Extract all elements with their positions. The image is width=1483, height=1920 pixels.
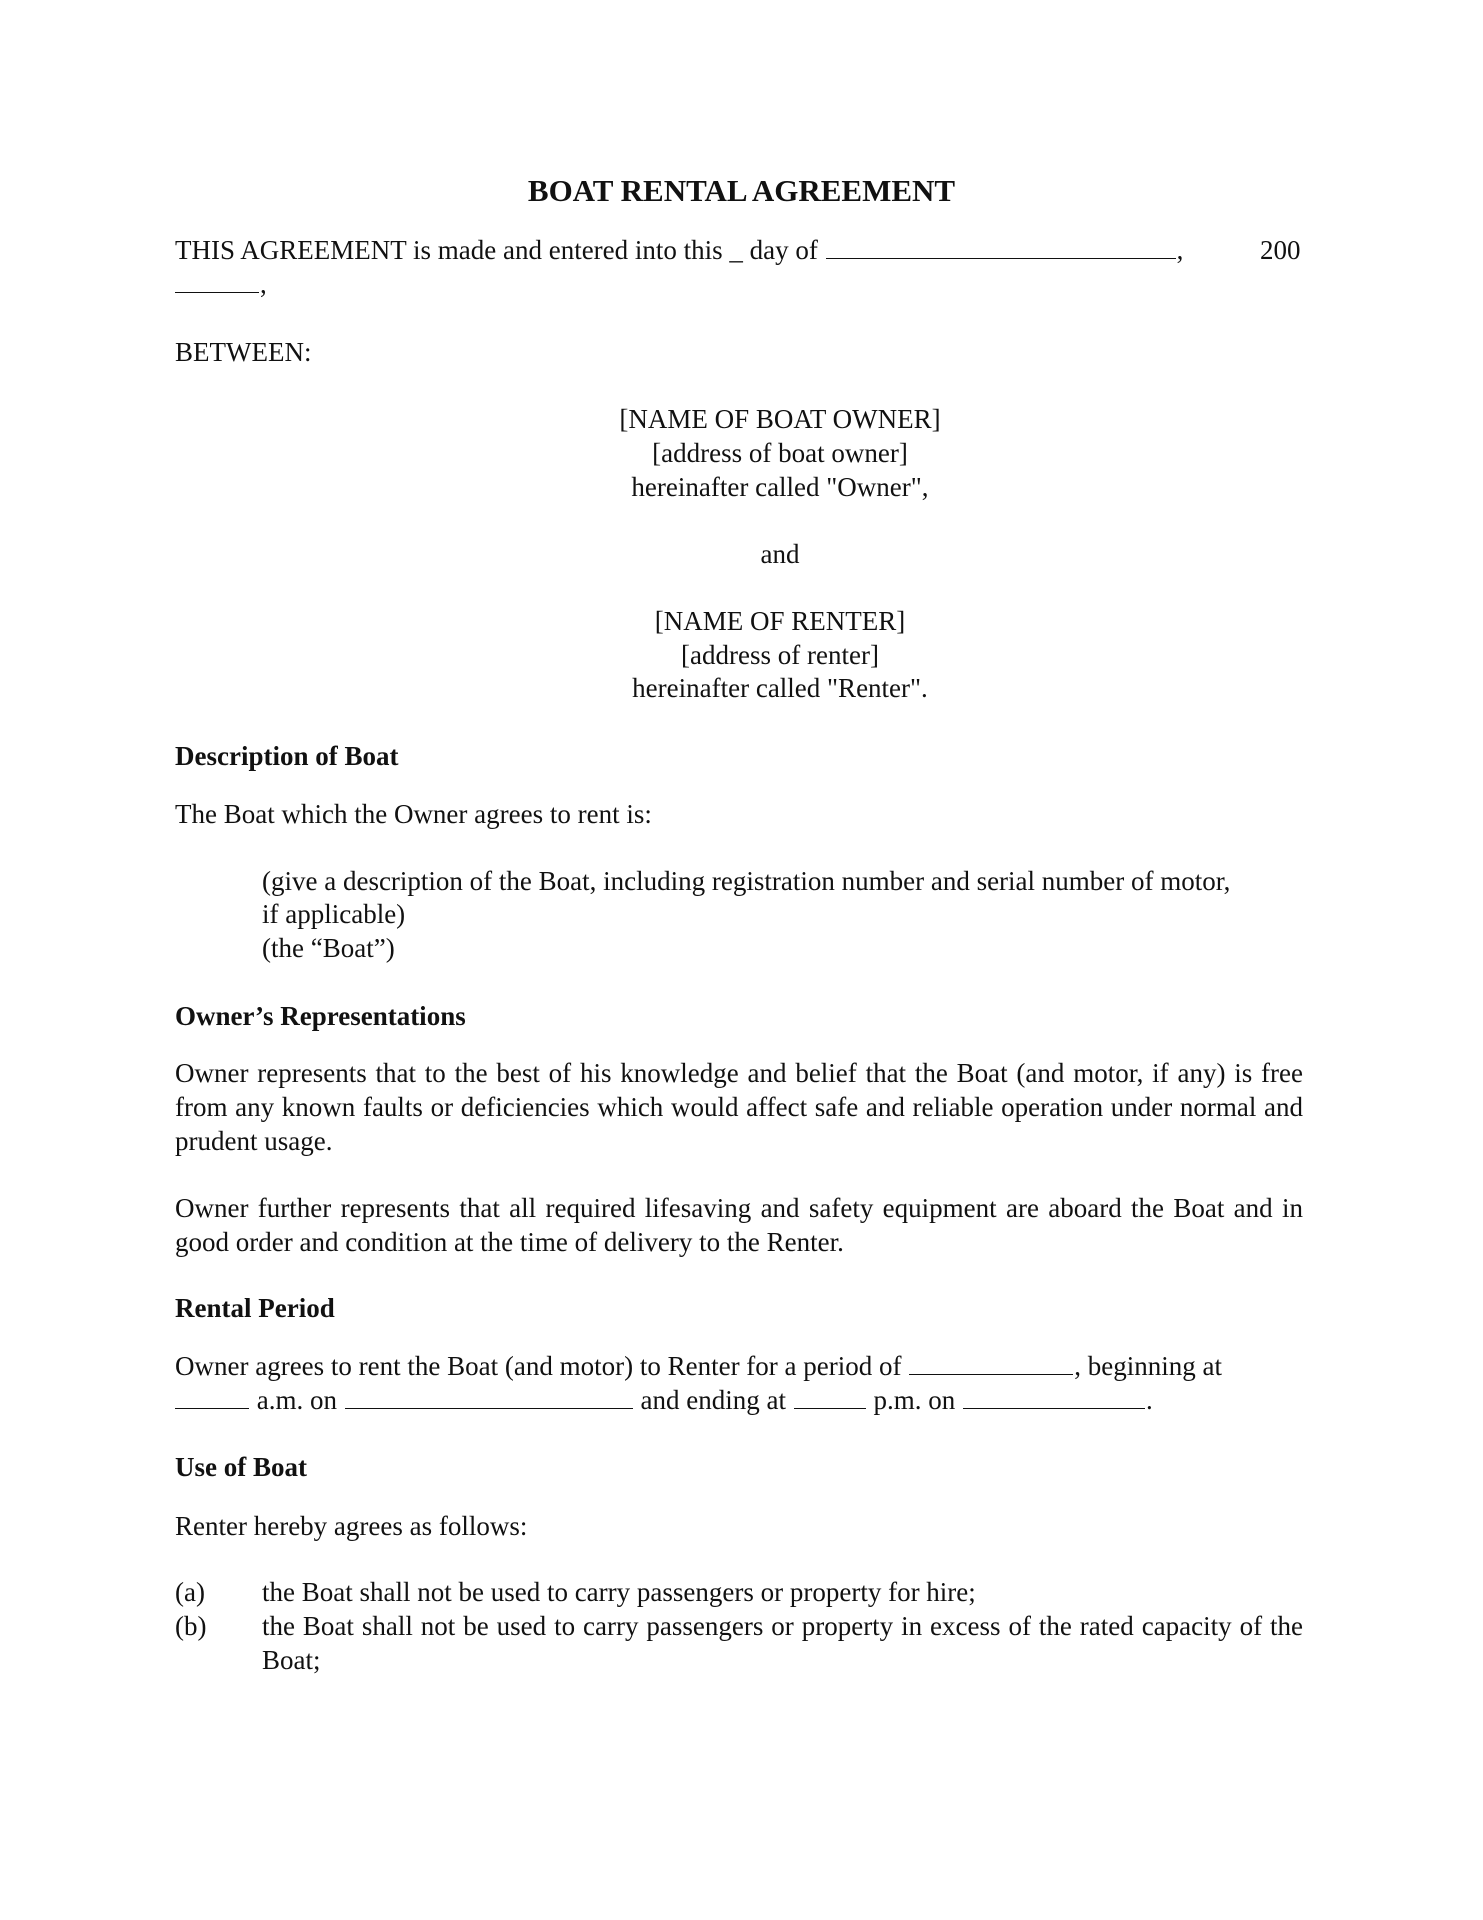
intro-comma: , <box>1176 235 1184 265</box>
year-line <box>175 267 267 301</box>
start-time-blank <box>175 1386 249 1409</box>
rental-period-am-on: a.m. on <box>256 1385 337 1415</box>
period-blank <box>909 1352 1073 1375</box>
list-item-text: the Boat shall not be used to carry passengers or property in excess of the rated capacity of the Boat; <box>262 1611 1303 1675</box>
rental-period-line1 <box>175 1349 1303 1383</box>
section-heading-description: Description of Boat <box>175 741 399 771</box>
renter-name: [NAME OF RENTER] <box>654 606 906 636</box>
rental-period-line2 <box>175 1383 1153 1417</box>
use-intro: Renter hereby agrees as follows: <box>175 1511 528 1541</box>
description-text: The Boat which the Owner agrees to rent is: <box>175 799 652 829</box>
year-blank <box>175 270 259 293</box>
intro-year: 200 <box>1260 235 1301 265</box>
rental-period-text-a: Owner agrees to rent the Boat (and motor) to Renter for a period of <box>175 1351 902 1381</box>
and-label: and <box>760 539 800 569</box>
owner-address: [address of boat owner] <box>652 438 908 468</box>
document-title: BOAT RENTAL AGREEMENT <box>527 173 956 208</box>
intro-text: THIS AGREEMENT is made and entered into this _ day of <box>175 235 818 265</box>
rental-period-pm-on: p.m. on <box>873 1385 956 1415</box>
owner-called: hereinafter called "Owner", <box>631 472 929 502</box>
start-date-blank <box>345 1386 633 1409</box>
renter-called: hereinafter called "Renter". <box>632 673 928 703</box>
end-time-blank <box>794 1386 866 1409</box>
end-date-blank <box>963 1386 1145 1409</box>
representations-paragraph-2: Owner further represents that all required lifesaving and safety equipment are aboard the Boat and in good order and condition at the time of delivery to the Renter. <box>175 1193 1303 1257</box>
between-label: BETWEEN: <box>175 337 312 367</box>
description-note-line1: (give a description of the Boat, including registration number and serial number of motor, <box>262 866 1231 896</box>
list-item-text: the Boat shall not be used to carry passengers or property for hire; <box>262 1577 976 1607</box>
description-note-line2: if applicable) <box>262 899 406 929</box>
date-blank <box>826 236 1176 259</box>
representations-paragraph-1: Owner represents that to the best of his knowledge and belief that the Boat (and motor, if any) is free from any known faults or deficiencies which would affect safe and reliable operation under normal and prudent usage. <box>175 1058 1303 1156</box>
rental-period-ending-at: and ending at <box>640 1385 786 1415</box>
list-item-label: (b) <box>175 1611 207 1641</box>
section-heading-representations: Owner’s Representations <box>175 1001 466 1031</box>
owner-name: [NAME OF BOAT OWNER] <box>619 404 941 434</box>
intro-line <box>175 233 1183 267</box>
rental-period-text-b: , beginning at <box>1074 1351 1222 1381</box>
renter-address: [address of renter] <box>681 640 879 670</box>
year-comma: , <box>260 269 267 299</box>
section-heading-rental-period: Rental Period <box>175 1293 335 1323</box>
description-note-line3: (the “Boat”) <box>262 933 395 963</box>
rental-period-end: . <box>1145 1385 1153 1415</box>
section-heading-use: Use of Boat <box>175 1452 307 1482</box>
list-item-label: (a) <box>175 1577 205 1607</box>
